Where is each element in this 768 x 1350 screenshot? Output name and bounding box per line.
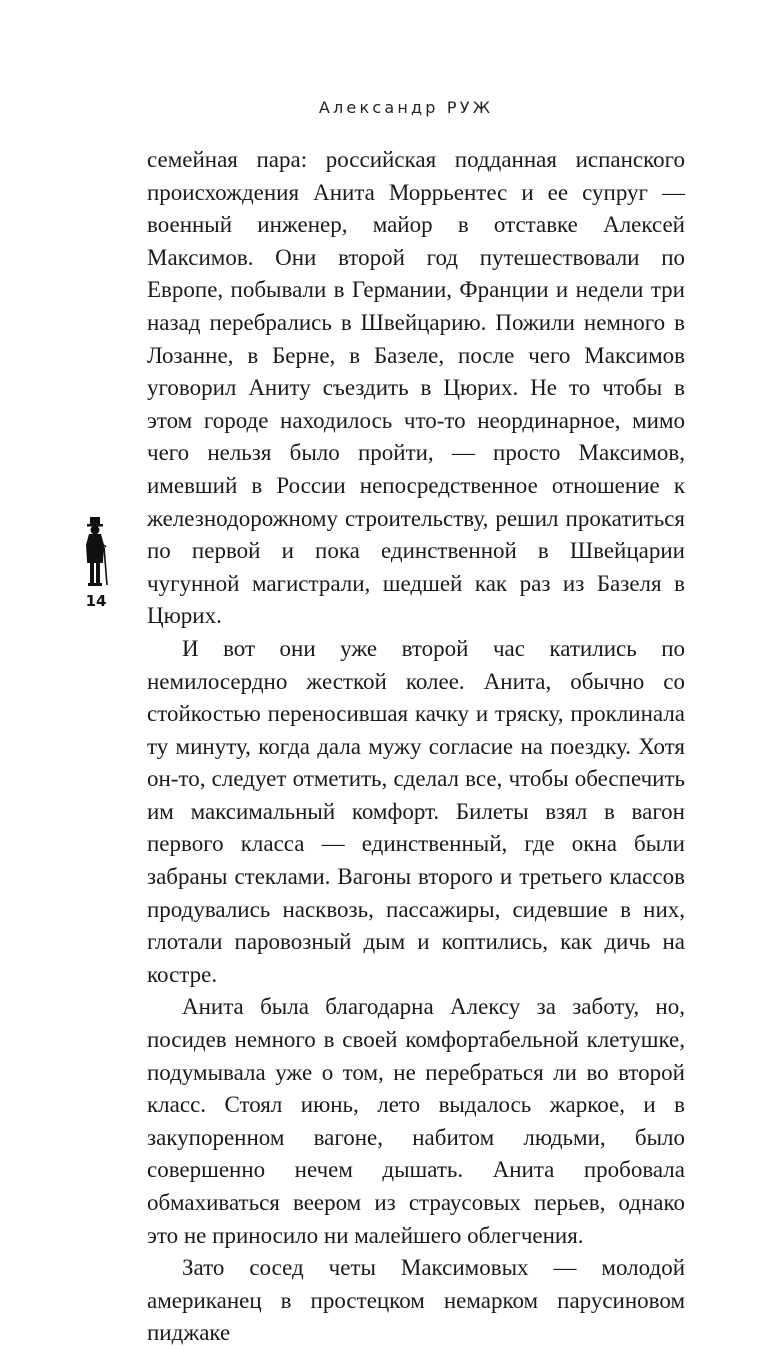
running-head: Александр РУЖ: [318, 98, 494, 117]
paragraph-1: семейная пара: российская подданная испанского происхождения Анита Моррьентес и ее супруг — военный инженер, майор в отставке Алексей Максимов. Они второй год путешествовали по Европе, побывали в Германии, Франции и недели три назад перебрались в Швейцарию. Пожили немного в Лозанне, в Берне, в Базеле, после чего Максимов уговорил Аниту съездить в Цюрих. Не то чтобы в этом городе находилось что-то неординарное, мимо чего нельзя было пройти, — просто Максимов, имевший в России непосредственное отношение к железнодорожному строительству, решил прокатиться по первой и пока единственной в Швейцарии чугунной магистрали, шедшей как раз из Базеля в Цюрих.: [147, 147, 685, 629]
body-text: [147, 144, 685, 1350]
gentleman-silhouette-icon: [82, 517, 110, 589]
paragraph-3: Анита была благодарна Алексу за заботу, но, посидев немного в своей комфортабельной клетушке, подумывала уже о том, не перебраться ли во второй класс. Стоял июнь, лето выдалось жаркое, и в закупоренном вагоне, набитом людьми, было совершенно нечем дышать. Анита пробовала обмахиваться веером из страусовых перьев, однако это не приносило ни малейшего облегчения.: [147, 994, 685, 1248]
paragraph-4: Зато сосед четы Максимовых — молодой американец в простецком немарком парусиновом пиджаке: [147, 1255, 685, 1346]
page-number: 14: [85, 592, 107, 610]
paragraph-2: И вот они уже второй час катились по немилосердно жесткой колее. Анита, обычно со стойкостью переносившая качку и тряску, проклинала ту минуту, когда дала мужу согласие на поездку. Хотя он-то, следует отметить, сделал все, чтобы обеспечить им максимальный комфорт. Билеты взял в вагон первого класса — единственный, где окна были забраны стеклами. Вагоны второго и третьего классов продувались насквозь, пассажиры, сидевшие в них, глотали паровозный дым и коптились, как дичь на костре.: [147, 635, 685, 987]
